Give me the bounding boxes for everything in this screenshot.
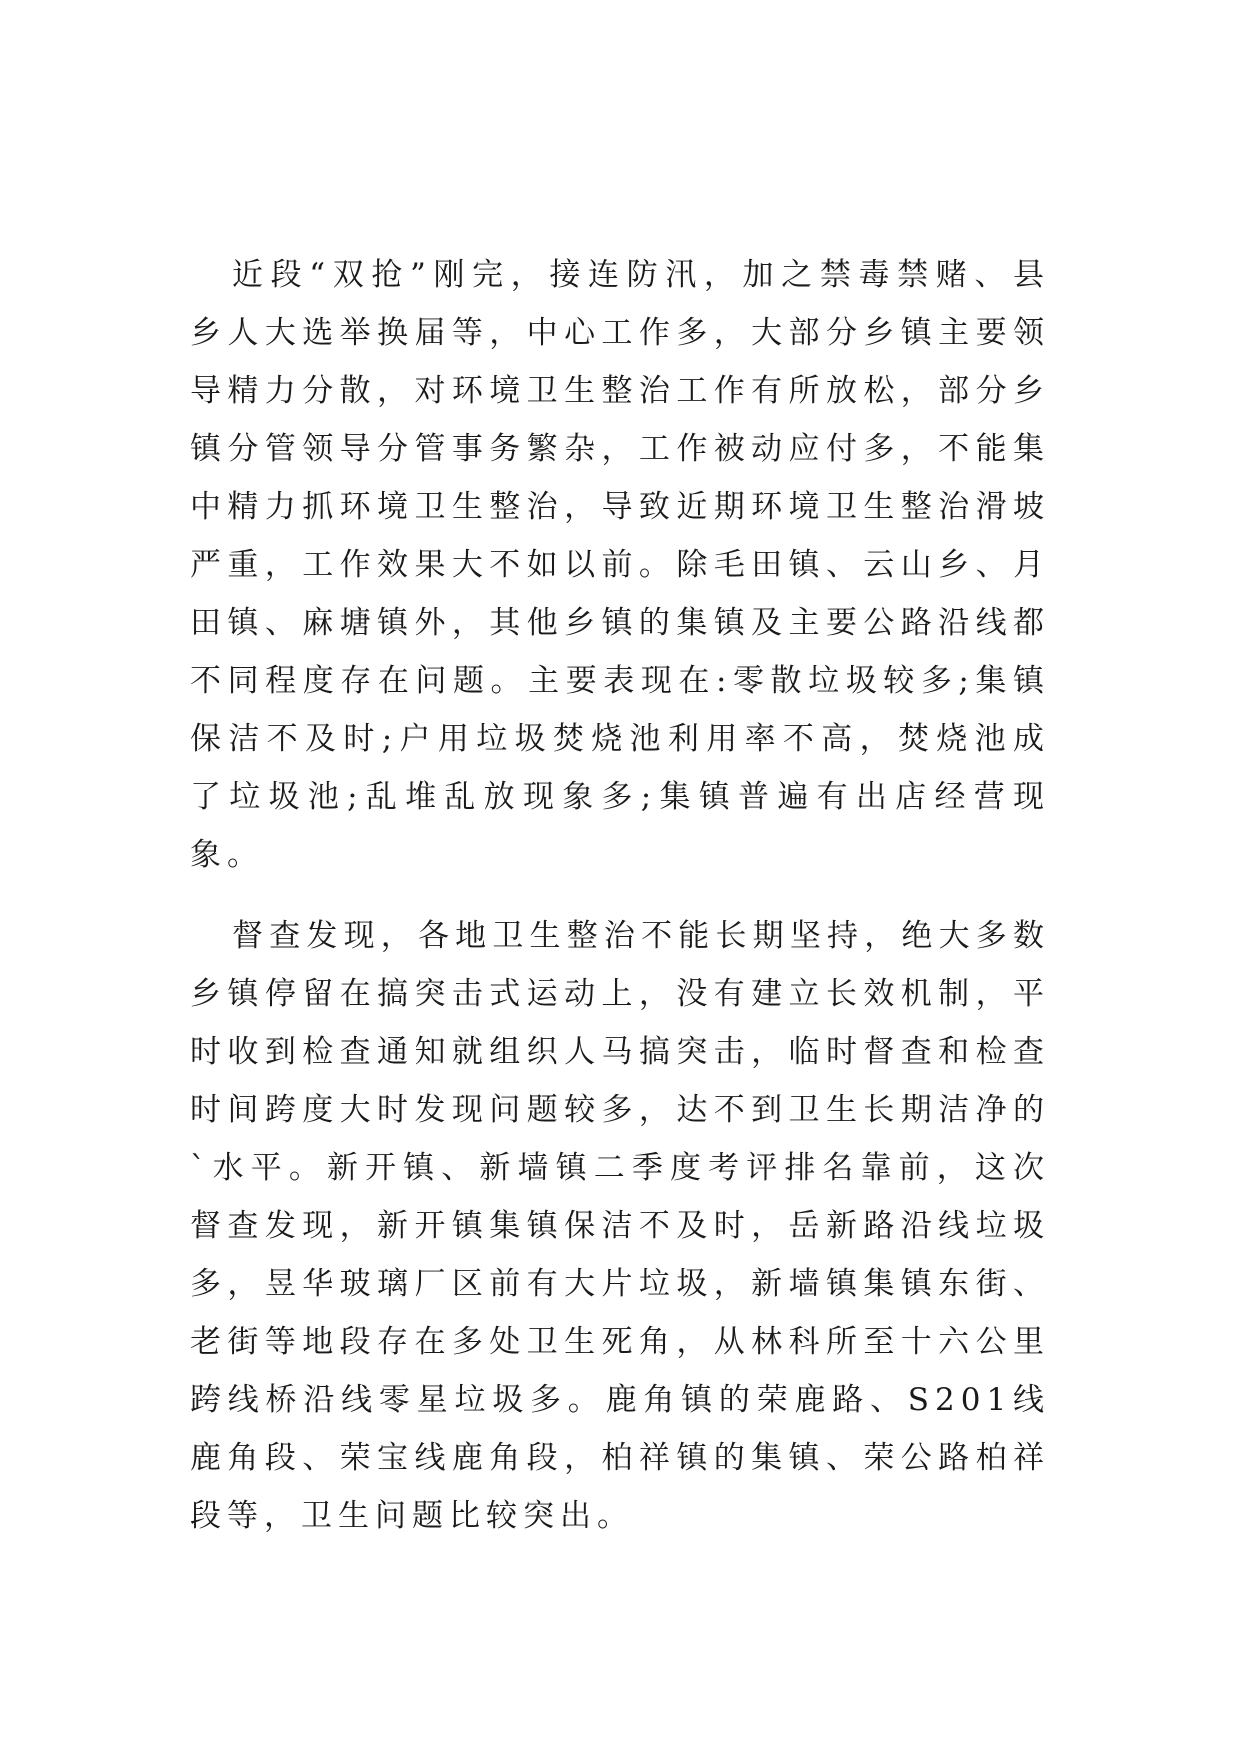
paragraph-problems-summary: 近段“双抢”刚完，接连防汛，加之禁毒禁赌、县乡人大选举换届等，中心工作多，大部分乡镇主要领导精力分散，对环境卫生整治工作有所放松，部分乡镇分管领导分管事务繁杂，工作被动应付多，不能集中精力抓环境卫生整治，导致近期环境卫生整治滑坡严重，工作效果大不如以前。除毛田镇、云山乡、月田镇、麻塘镇外，其他乡镇的集镇及主要公路沿线都不同程度存在问题。主要表现在:零散垃圾较多;集镇保洁不及时;户用垃圾焚烧池利用率不高，焚烧池成了垃圾池;乱堆乱放现象多;集镇普遍有出店经营现象。 (190, 257, 1050, 873)
paragraph-inspection-findings: 督查发现，各地卫生整治不能长期坚持，绝大多数乡镇停留在搞突击式运动上，没有建立长效机制，平时收到检查通知就组织人马搞突击，临时督查和检查时间跨度大时发现问题较多，达不到卫生长期洁净的`水平。新开镇、新墙镇二季度考评排名靠前，这次督查发现，新开镇集镇保洁不及时，岳新路沿线垃圾多，昱华玻璃厂区前有大片垃圾，新墙镇集镇东街、老街等地段存在多处卫生死角，从林科所至十六公里跨线桥沿线零星垃圾多。鹿角镇的荣鹿路、S201线鹿角段、荣宝线鹿角段，柏祥镇的集镇、荣公路柏祥段等，卫生问题比较突出。 (190, 918, 1050, 1534)
